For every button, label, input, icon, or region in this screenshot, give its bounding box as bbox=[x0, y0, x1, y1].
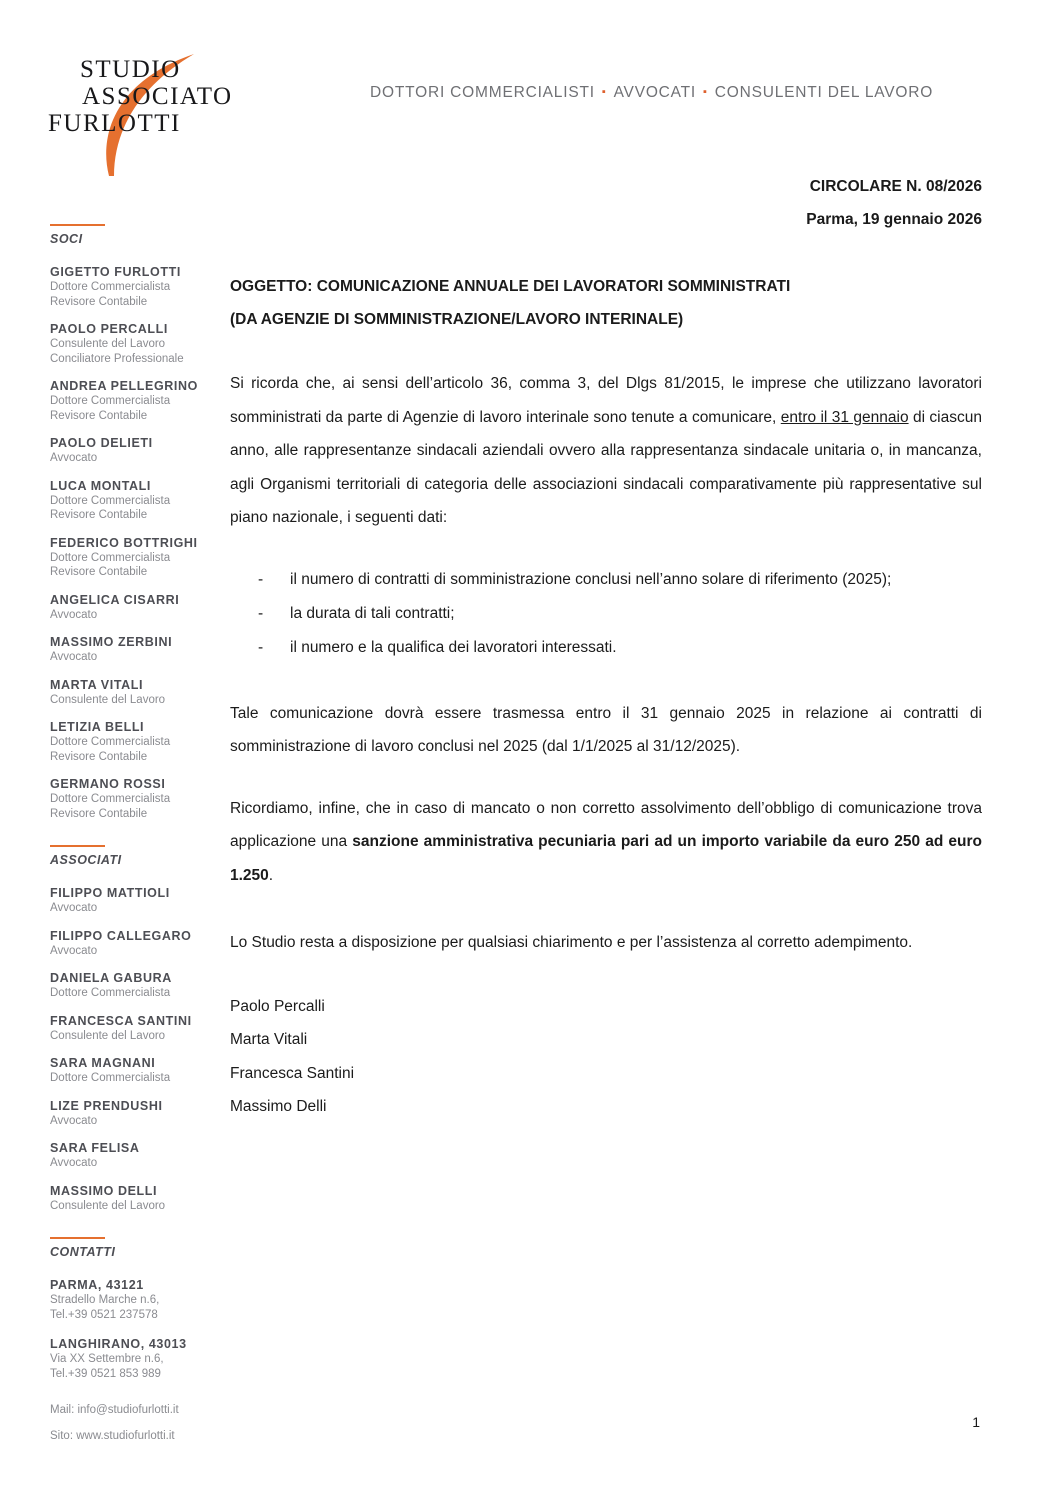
section-title: ASSOCIATI bbox=[50, 853, 122, 867]
team-member bbox=[50, 1183, 210, 1214]
member-role: Consulente del Lavoro bbox=[50, 693, 166, 706]
member-name: SARA FELISA bbox=[50, 1141, 140, 1155]
member-role: Avvocato bbox=[50, 452, 98, 464]
member-role: Consulente del Lavoro bbox=[50, 338, 166, 350]
sidebar bbox=[50, 224, 210, 1443]
member-role: Dottore Commercialista bbox=[50, 793, 171, 805]
member-name: LIZE PRENDUSHI bbox=[50, 1098, 163, 1113]
team-member bbox=[50, 677, 210, 708]
member-role: Consulente del Lavoro bbox=[50, 1199, 166, 1212]
bullet-dash: - bbox=[258, 604, 264, 622]
intro-text: Si ricorda che, ai sensi dell’articolo 36, comma 3, del Dlgs 81/2015, le imprese che utilizzano lavoratori somministrati da parte di Agenzie di lavoro interinale sono tenute a comunicare, bbox=[230, 375, 982, 426]
section-title-contatti: CONTATTI bbox=[50, 1245, 116, 1259]
member-role: Revisore Contabile bbox=[50, 750, 148, 763]
logo-text-line: FURLOTTI bbox=[48, 110, 181, 137]
office-langhirano bbox=[50, 1336, 210, 1381]
paragraph-intro bbox=[230, 367, 982, 535]
team-member bbox=[50, 776, 210, 821]
section-title: SOCI bbox=[50, 232, 83, 246]
member-role: Consulente del Lavoro bbox=[50, 1029, 166, 1042]
team-member bbox=[50, 970, 210, 1001]
member-name: GERMANO ROSSI bbox=[50, 777, 166, 791]
member-name: PAOLO PERCALLI bbox=[50, 322, 168, 336]
signature-name: Francesca Santini bbox=[230, 1064, 355, 1082]
team-member bbox=[50, 634, 210, 665]
signature-name: Marta Vitali bbox=[230, 1031, 308, 1048]
service-label: AVVOCATI bbox=[613, 84, 697, 101]
member-role: Dottore Commercialista bbox=[50, 736, 171, 748]
sidebar-section bbox=[50, 224, 210, 821]
team-member bbox=[50, 435, 210, 466]
team-member bbox=[50, 478, 210, 523]
member-role: Avvocato bbox=[50, 1114, 98, 1127]
member-role: Revisore Contabile bbox=[50, 295, 148, 308]
office-parma bbox=[50, 1277, 210, 1322]
member-name: ANGELICA CISARRI bbox=[50, 592, 180, 607]
team-member bbox=[50, 885, 210, 916]
member-name: FRANCESCA SANTINI bbox=[50, 1013, 192, 1028]
list-item bbox=[230, 631, 982, 665]
member-role: Revisore Contabile bbox=[50, 509, 148, 521]
member-name: MASSIMO DELLI bbox=[50, 1183, 158, 1198]
section-rule bbox=[50, 224, 105, 226]
signatures bbox=[230, 990, 982, 1124]
sanction-text: Ricordiamo, infine, che in caso di mancato o non corretto assolvimento dell’obbligo di comunicazione trova applicazione una bbox=[230, 799, 982, 850]
office-city: PARMA, 43121 bbox=[50, 1278, 144, 1292]
circular-number: CIRCOLARE N. 08/2026 bbox=[809, 178, 982, 195]
intro-text-continued: di ciascun anno, alle rappresentanze sindacali aziendali ovvero alla rappresentanza sindacale unitaria o, in mancanza, agli Organismi territoriali di categoria delle associazioni sindacali comparativamente più rappresentative sul piano nazionale, i seguenti dati: bbox=[230, 408, 982, 526]
section-rule bbox=[50, 1237, 105, 1239]
member-role: Dottore Commercialista bbox=[50, 281, 171, 293]
deadline-underlined: entro il 31 gennaio bbox=[780, 408, 909, 426]
member-name: FILIPPO MATTIOLI bbox=[50, 886, 170, 900]
member-role: Dottore Commercialista bbox=[50, 494, 171, 507]
services-tagline bbox=[370, 84, 1010, 102]
bullet-list bbox=[230, 563, 982, 665]
studio-logo bbox=[48, 56, 248, 186]
subject-line-2: (DA AGENZIE DI SOMMINISTRAZIONE/LAVORO INTERINALE) bbox=[230, 311, 684, 328]
team-member bbox=[50, 321, 210, 366]
logo-text-line: ASSOCIATO bbox=[82, 83, 233, 110]
team-member bbox=[50, 1055, 210, 1086]
list-item-text: il numero di contratti di somministrazione conclusi nell’anno solare di riferimento (2025); bbox=[290, 570, 892, 588]
member-name: MASSIMO ZERBINI bbox=[50, 635, 173, 649]
member-role: Revisore Contabile bbox=[50, 807, 148, 820]
team-member bbox=[50, 535, 210, 580]
subject-heading bbox=[230, 270, 982, 336]
service-label: CONSULENTI DEL LAVORO bbox=[714, 84, 934, 101]
member-role: Dottore Commercialista bbox=[50, 551, 171, 564]
bullet-dash: - bbox=[258, 638, 264, 656]
member-name: MARTA VITALI bbox=[50, 677, 144, 692]
team-member bbox=[50, 1140, 210, 1171]
dateline: Parma, 19 gennaio 2026 bbox=[806, 211, 982, 228]
email-line: Mail: info@studiofurlotti.it bbox=[50, 1404, 179, 1416]
team-member bbox=[50, 1013, 210, 1044]
member-role: Conciliatore Professionale bbox=[50, 352, 184, 365]
paragraph-deadline: Tale comunicazione dovrà essere trasmessa entro il 31 gennaio 2025 in relazione ai contratti di somministrazione di lavoro conclusi nel 2025 (dal 1/1/2025 al 31/12/2025). bbox=[230, 704, 982, 755]
paragraph-closing: Lo Studio resta a disposizione per qualsiasi chiarimento e per l’assistenza al corretto adempimento. bbox=[230, 934, 913, 951]
office-phone: Tel.+39 0521 853 989 bbox=[50, 1367, 161, 1380]
team-member bbox=[50, 719, 210, 764]
sanction-period: . bbox=[268, 866, 274, 884]
member-name: SARA MAGNANI bbox=[50, 1056, 156, 1070]
sidebar-section bbox=[50, 845, 210, 1213]
member-role: Dottore Commercialista bbox=[50, 987, 171, 999]
member-role: Revisore Contabile bbox=[50, 409, 148, 422]
team-member bbox=[50, 1098, 210, 1129]
sanction-amount-bold: sanzione amministrativa pecuniaria pari ad un importo variabile da euro 250 ad euro 1.250 bbox=[230, 833, 982, 884]
member-role: Avvocato bbox=[50, 902, 98, 914]
member-name: GIGETTO FURLOTTI bbox=[50, 265, 181, 279]
member-name: LUCA MONTALI bbox=[50, 478, 151, 493]
member-name: FEDERICO BOTTRIGHI bbox=[50, 535, 198, 550]
member-role: Dottore Commercialista bbox=[50, 1072, 171, 1084]
member-name: ANDREA PELLEGRINO bbox=[50, 379, 198, 393]
page-number: 1 bbox=[972, 1414, 980, 1430]
member-role: Avvocato bbox=[50, 651, 98, 663]
service-label: DOTTORI COMMERCIALISTI bbox=[370, 84, 595, 101]
member-role: Revisore Contabile bbox=[50, 566, 148, 578]
list-item bbox=[230, 597, 982, 631]
member-role: Avvocato bbox=[50, 944, 98, 957]
office-address: Stradello Marche n.6, bbox=[50, 1294, 160, 1306]
team-member bbox=[50, 592, 210, 623]
office-address: Via XX Settembre n.6, bbox=[50, 1353, 164, 1365]
list-item bbox=[230, 563, 982, 597]
bullet-dash: - bbox=[258, 570, 264, 588]
office-phone: Tel.+39 0521 237578 bbox=[50, 1308, 158, 1321]
office-city: LANGHIRANO, 43013 bbox=[50, 1337, 187, 1351]
list-item-text: la durata di tali contratti; bbox=[290, 604, 455, 622]
website-line: Sito: www.studiofurlotti.it bbox=[50, 1430, 175, 1442]
separator-bullet-icon: ▪ bbox=[703, 86, 708, 98]
logo-text-line: STUDIO bbox=[80, 56, 181, 83]
subject-line-1: OGGETTO: COMUNICAZIONE ANNUALE DEI LAVORATORI SOMMINISTRATI bbox=[230, 278, 791, 295]
member-name: PAOLO DELIETI bbox=[50, 436, 153, 450]
member-role: Avvocato bbox=[50, 608, 98, 621]
paragraph-sanction bbox=[230, 792, 982, 893]
team-member bbox=[50, 264, 210, 309]
contacts-section bbox=[50, 1237, 210, 1443]
member-name: DANIELA GABURA bbox=[50, 971, 172, 985]
signature-name: Massimo Delli bbox=[230, 1098, 327, 1115]
team-member bbox=[50, 378, 210, 423]
member-name: LETIZIA BELLI bbox=[50, 720, 145, 734]
section-rule bbox=[50, 845, 105, 847]
list-item-text: il numero e la qualifica dei lavoratori interessati. bbox=[290, 638, 617, 656]
signature-name: Paolo Percalli bbox=[230, 997, 325, 1015]
member-role: Avvocato bbox=[50, 1157, 98, 1169]
team-member bbox=[50, 928, 210, 959]
member-role: Dottore Commercialista bbox=[50, 395, 171, 407]
letter-body bbox=[230, 270, 982, 1124]
separator-bullet-icon: ▪ bbox=[601, 86, 607, 98]
member-name: FILIPPO CALLEGARO bbox=[50, 928, 192, 943]
